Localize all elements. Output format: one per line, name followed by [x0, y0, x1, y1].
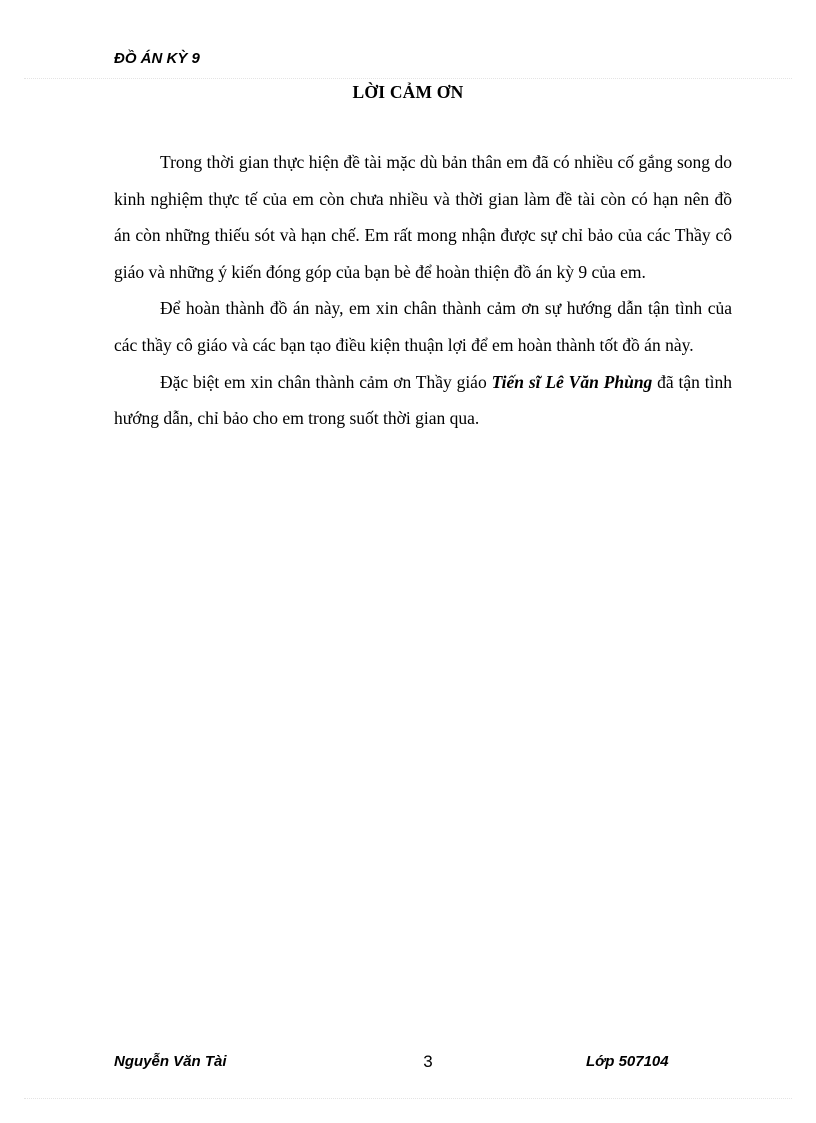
paragraph-3-end: đã tận tình hướng dẫn, chỉ bảo cho em trong suốt thời gian qua.	[114, 371, 733, 429]
paragraph-3-start: Đặc biệt em xin chân thành cảm ơn Thầy giáo	[160, 371, 492, 392]
paragraph-2: Để hoàn thành đồ án này, em xin chân thành cảm ơn sự hướng dẫn tận tình của các thầy cô giáo và các bạn tạo điều kiện thuận lợi để em hoàn thành tốt đồ án này.	[114, 298, 732, 355]
page-title: LỜI CẢM ƠN	[352, 82, 464, 102]
page-number: 3	[423, 1052, 433, 1071]
footer-author: Nguyễn Văn Tài	[114, 1053, 227, 1070]
footer-divider	[24, 1098, 792, 1099]
header-divider	[24, 78, 792, 79]
body-text	[114, 144, 732, 437]
advisor-name: Tiến sĩ Lê Văn Phùng	[491, 371, 653, 392]
footer-class: Lớp 507104	[586, 1053, 669, 1070]
paragraph-1: Trong thời gian thực hiện đề tài mặc dù bản thân em đã có nhiều cố gắng song do kinh nghiệm thực tế của em còn chưa nhiều và thời gian làm đề tài còn có hạn nên đồ án còn những thiếu sót và hạn chế. Em rất mong nhận được sự chỉ bảo của các Thầy cô giáo và những ý kiến đóng góp của bạn bè để hoàn thiện đồ án kỳ 9 của em.	[114, 152, 732, 282]
paragraph-3	[114, 364, 732, 437]
running-header: ĐỒ ÁN KỲ 9	[114, 50, 200, 67]
